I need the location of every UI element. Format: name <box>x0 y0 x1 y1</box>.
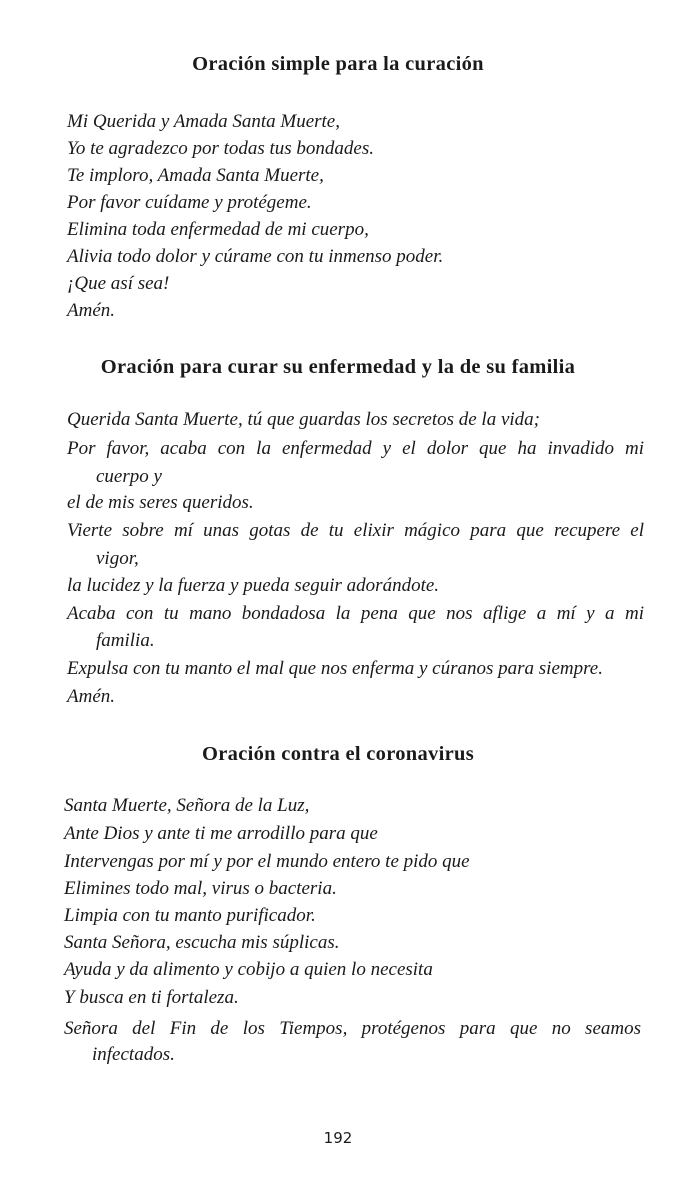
verse-line: Alivia todo dolor y cúrame con tu inmenso poder. <box>67 246 444 267</box>
verse-line: Intervengas por mí y por el mundo entero te pido que <box>64 851 470 872</box>
verse-line: Santa Muerte, Señora de la Luz, <box>64 795 310 816</box>
verse-line: Amén. <box>67 300 116 321</box>
section-title-family-healing: Oración para curar su enfermedad y la de su familia <box>100 356 576 378</box>
verse-line: Por favor cuídame y protégeme. <box>67 192 312 213</box>
verse-line: el de mis seres queridos. <box>67 492 254 513</box>
verse-line: familia. <box>96 630 155 651</box>
verse-line: ¡Que así sea! <box>67 273 170 294</box>
verse-line: Y busca en ti fortaleza. <box>64 987 239 1008</box>
verse-line: Elimina toda enfermedad de mi cuerpo, <box>67 219 369 240</box>
verse-line: Elimines todo mal, virus o bacteria. <box>64 878 337 899</box>
page-number: 192 <box>323 1129 353 1147</box>
verse-line: Limpia con tu manto purificador. <box>64 905 316 926</box>
verse-line: vigor, <box>96 548 139 569</box>
verse-line: Mi Querida y Amada Santa Muerte, <box>67 111 340 132</box>
verse-line: Vierte sobre mí unas gotas de tu elixir mágico para que recupere el <box>67 520 644 541</box>
verse-line: Señora del Fin de los Tiempos, protégenos para que no seamos <box>64 1018 641 1039</box>
verse-line: Ante Dios y ante ti me arrodillo para que <box>64 823 378 844</box>
verse-line: Expulsa con tu manto el mal que nos enferma y cúranos para siempre. <box>67 658 603 679</box>
verse-line: Ayuda y da alimento y cobijo a quien lo necesita <box>64 959 433 980</box>
verse-line: Querida Santa Muerte, tú que guardas los secretos de la vida; <box>67 409 540 430</box>
verse-line: la lucidez y la fuerza y pueda seguir adorándote. <box>67 575 440 596</box>
verse-line: Acaba con tu mano bondadosa la pena que nos aflige a mí y a mi <box>67 603 644 624</box>
section-title-simple-healing: Oración simple para la curación <box>192 53 484 75</box>
verse-line: cuerpo y <box>96 466 162 487</box>
verse-line: Te imploro, Amada Santa Muerte, <box>67 165 324 186</box>
verse-line: Amén. <box>67 686 116 707</box>
verse-line: Por favor, acaba con la enfermedad y el dolor que ha invadido mi <box>67 438 644 459</box>
verse-line: Yo te agradezco por todas tus bondades. <box>67 138 375 159</box>
verse-line: Santa Señora, escucha mis súplicas. <box>64 932 340 953</box>
section-title-coronavirus: Oración contra el coronavirus <box>202 743 474 765</box>
verse-line: infectados. <box>92 1044 175 1065</box>
